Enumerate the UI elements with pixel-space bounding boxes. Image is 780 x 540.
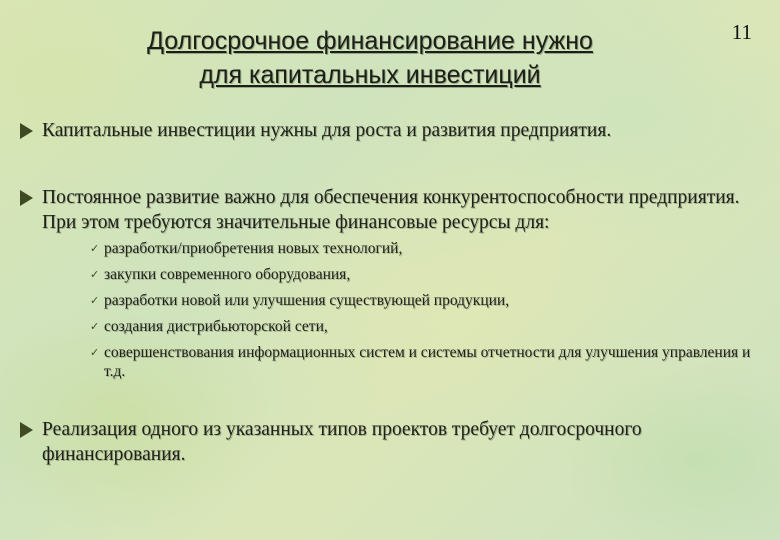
sub-bullet-item [90,317,765,336]
sub-bullet-text: совершенствования информационных систем и системы отчетности для улучшения управления и т.д. [104,344,751,380]
sub-bullet-text: разработки/приобретения новых технологий, [104,240,403,257]
slide-number: 11 [731,20,752,44]
bullet-text: Постоянное развитие важно для обеспечения конкурентоспособности предприятия. При этом требуются значительные финансовые ресурсы для: [42,187,740,233]
bullet-item [20,417,765,467]
check-icon: ✓ [90,269,100,281]
arrow-right-icon [20,190,33,206]
bullet-item [20,118,765,143]
arrow-right-icon [20,123,33,139]
check-icon: ✓ [90,295,100,307]
sub-bullet-text: разработки новой или улучшения существующей продукции, [104,292,510,309]
sub-bullet-list [90,239,765,381]
sub-bullet-text: закупки современного оборудования, [104,266,351,283]
slide-title [60,24,680,92]
sub-bullet-item [90,291,765,310]
check-icon: ✓ [90,321,100,333]
slide-title-line-2: для капитальных инвестиций [199,61,541,89]
slide-title-line-1: Долгосрочное финансирование нужно [147,27,593,55]
sub-bullet-item [90,343,765,381]
arrow-right-icon [20,422,33,438]
check-icon: ✓ [90,243,100,255]
sub-bullet-text: создания дистрибьюторской сети, [104,318,328,335]
sub-bullet-item [90,239,765,258]
bullet-text: Капитальные инвестиции нужны для роста и развития предприятия. [42,120,612,141]
bullet-item [20,185,765,381]
bullet-text: Реализация одного из указанных типов проектов требует долгосрочного финансирования. [42,419,642,465]
check-icon: ✓ [90,347,100,359]
slide-content [20,118,765,467]
sub-bullet-item [90,265,765,284]
